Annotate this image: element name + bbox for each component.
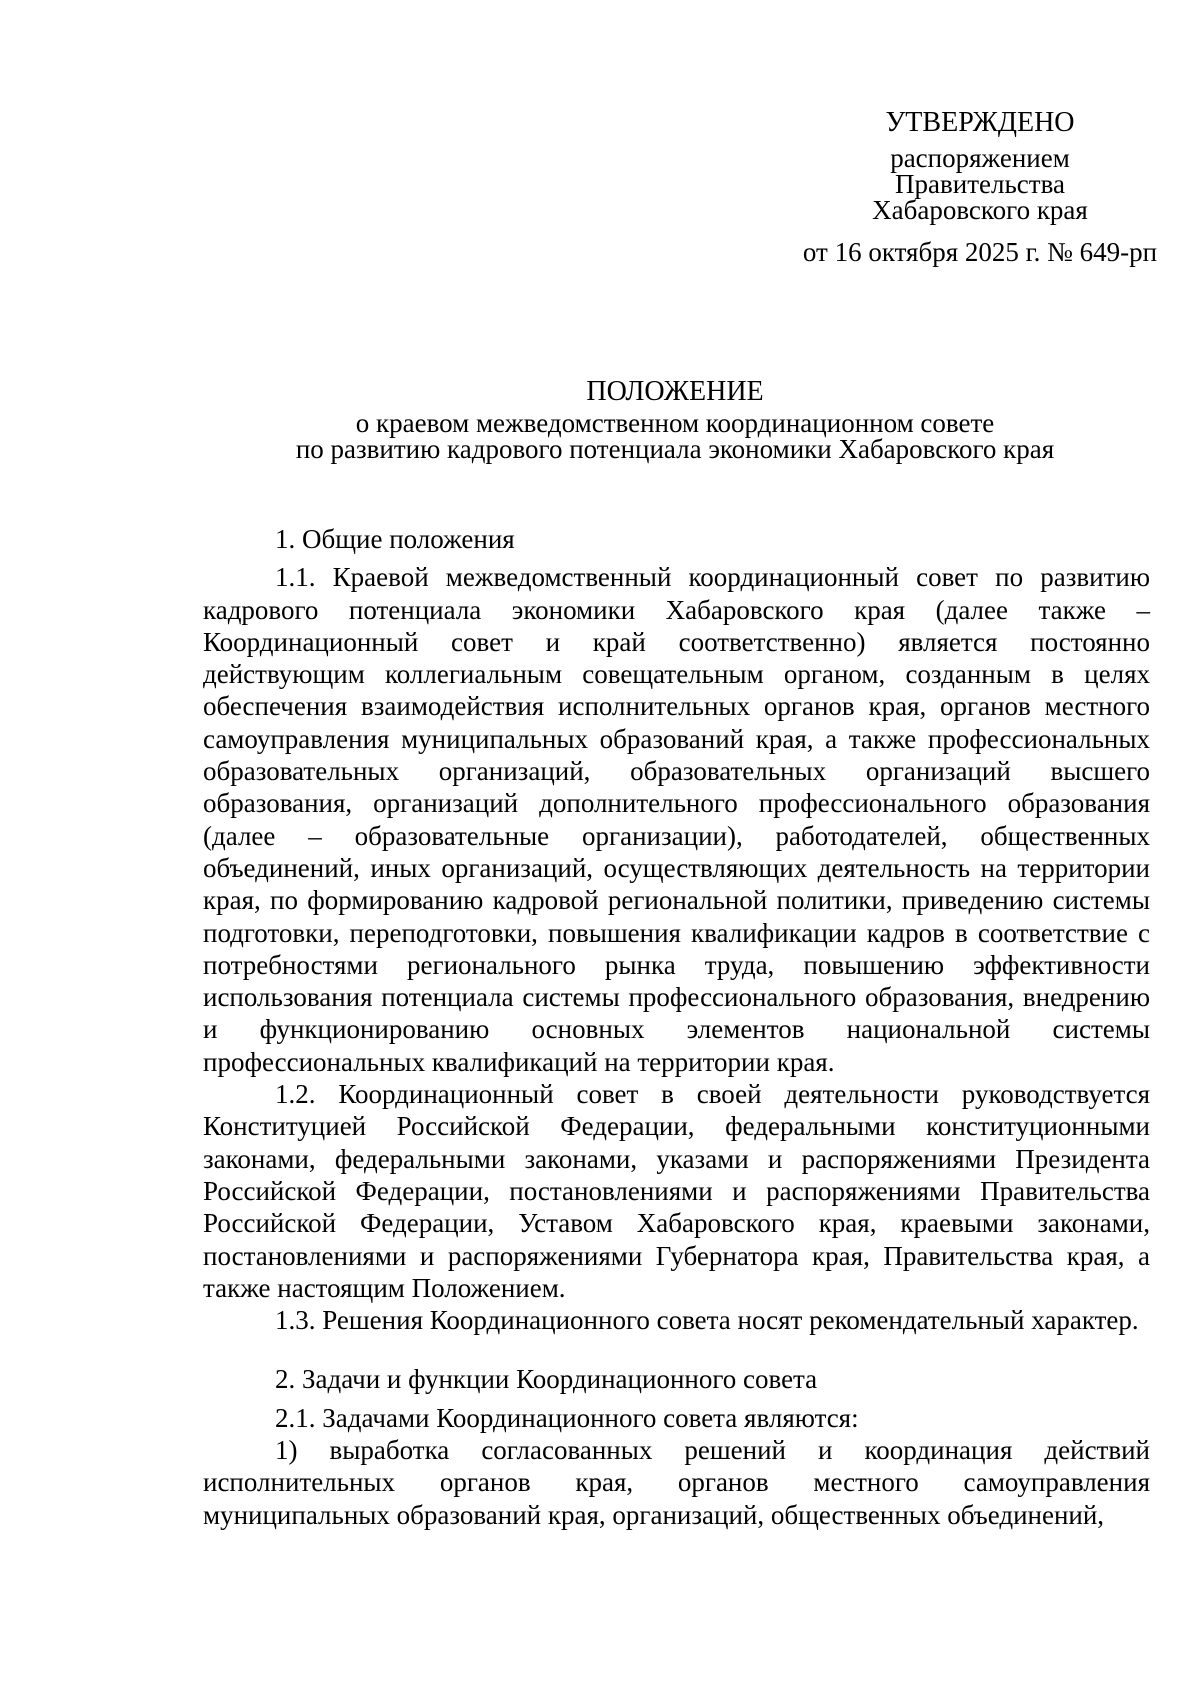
approval-block [745,108,1200,267]
paragraph-2-1: 2.1. Задачами Координационного совета являются: [275,1402,859,1433]
document-body [203,523,1150,1531]
approval-date: от 16 октября 2025 г. № 649-рп [802,237,1158,267]
approval-stamp: УТВЕРЖДЕНО [885,107,1075,138]
section-1-heading: 1. Общие положения [275,524,515,554]
document-title: ПОЛОЖЕНИЕ [586,376,764,407]
document-subtitle-line-1: о краевом межведомственном координационном совете [355,408,995,438]
approval-line-3: Хабаровского края [872,195,1088,225]
document-title-block [200,374,1150,462]
paragraph-1-2: 1.2. Координационный совет в своей деятельности руководствуется Конституцией Российской Федерации, федеральными конституционными законами, федеральными законами, указами и распоряжениями Президента Российской Федерации, постановлениями и распоряжениями Правительства Российской Федерации, Уставом Хабаровского края, краевыми законами, постановлениями и распоряжениями Губернатора края, Правительства края, а также настоящим Положением. [203,1079,1150,1303]
approval-line-2: Правительства [895,169,1065,199]
paragraph-1-1: 1.1. Краевой межведомственный координационный совет по развитию кадрового потенциала экономики Хабаровского края (далее также – Координационный совет и край соответственно) является постоянно действующим коллегиальным совещательным органом, созданным в целях обеспечения взаимодействия исполнительных органов края, органов местного самоуправления муниципальных образований края, а также профессиональных образовательных организаций, образовательных организаций высшего образования, организаций дополнительного профессионального образования (далее – образовательные организации), работодателей, общественных объединений, иных организаций, осуществляющих деятельность на территории края, по формированию кадровой региональной политики, приведению системы подготовки, переподготовки, повышения квалификации кадров в соответствие с потребностями регионального рынка труда, повышению эффективности использования потенциала системы профессионального образования, внедрению и функционированию основных элементов национальной системы профессиональных квалификаций на территории края. [203,562,1150,1077]
paragraph-1-3: 1.3. Решения Координационного совета носят рекомендательный характер. [275,1305,1139,1336]
section-2-heading: 2. Задачи и функции Координационного совета [275,1364,818,1395]
list-item-1: 1) выработка согласованных решений и координация действий исполнительных органов края, органов местного самоуправления муниципальных образований края, организаций, общественных объединений, [203,1435,1150,1530]
document-subtitle-line-2: по развитию кадрового потенциала экономики Хабаровского края [295,434,1055,464]
approval-line-1: распоряжением [890,143,1070,173]
